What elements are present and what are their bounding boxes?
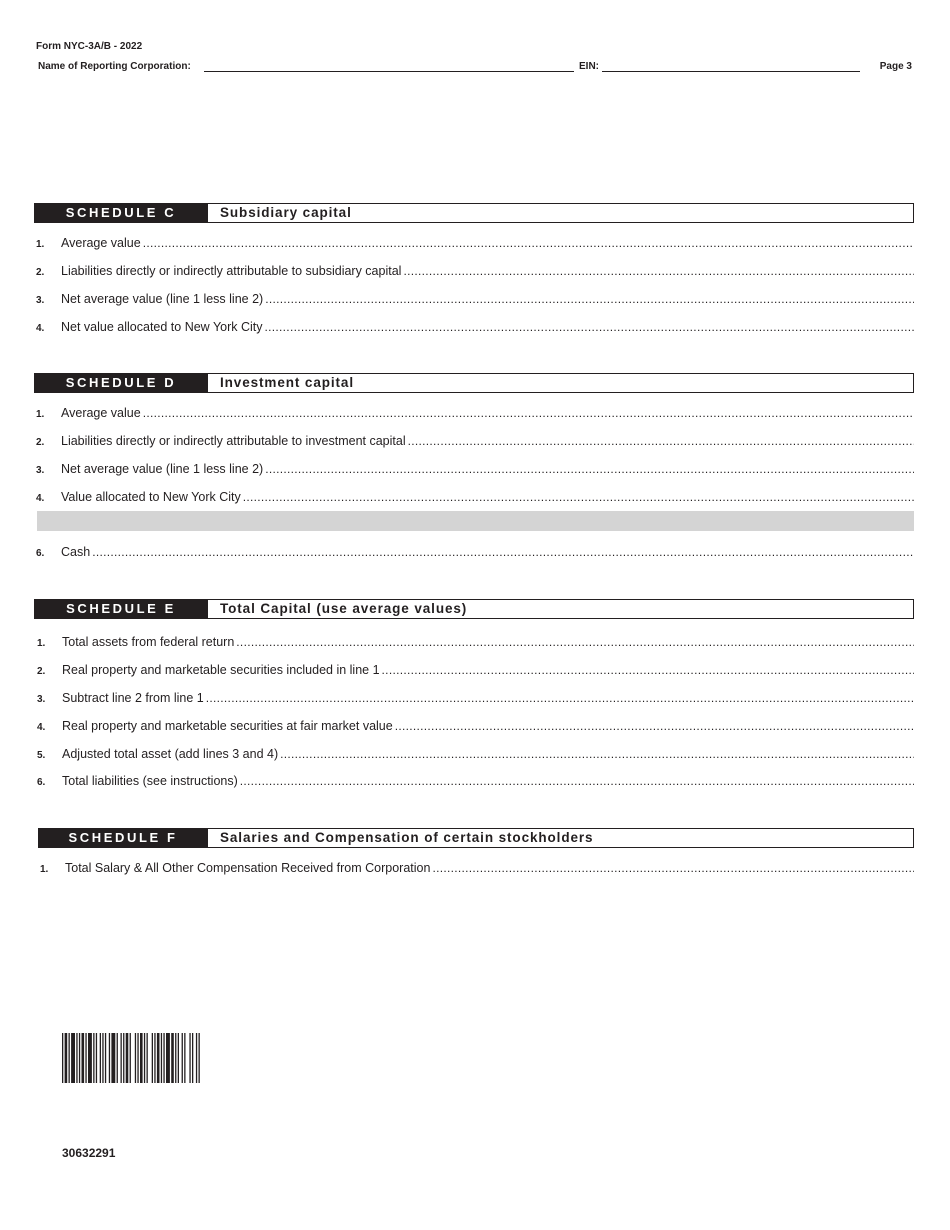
line-number: 2. (37, 666, 46, 677)
shaded-line-5 (37, 511, 914, 531)
schedule-f-line-1[interactable] (40, 861, 914, 875)
line-label: Average value (61, 236, 141, 250)
leader-dots (265, 462, 914, 476)
schedule-e-line-1[interactable] (37, 635, 914, 649)
leader-dots (403, 264, 914, 278)
schedule-e-line-3[interactable] (37, 691, 914, 705)
line-label: Cash (61, 545, 91, 559)
schedule-e-tag: SCHEDULE E (34, 599, 208, 619)
leader-dots (243, 490, 914, 504)
schedule-e-title: Total Capital (use average values) (220, 601, 468, 616)
line-number: 2. (36, 437, 45, 448)
schedule-c-tag: SCHEDULE C (34, 203, 208, 223)
leader-dots (395, 719, 914, 733)
line-number: 3. (37, 694, 46, 705)
line-number: 4. (37, 722, 46, 733)
line-number: 3. (36, 295, 45, 306)
line-number: 1. (40, 864, 49, 875)
line-number: 3. (36, 465, 45, 476)
schedule-e-header (34, 599, 914, 619)
line-label: Total assets from federal return (62, 635, 235, 649)
ein-field[interactable] (602, 71, 860, 72)
schedule-d-header (34, 373, 914, 393)
line-number: 1. (37, 638, 46, 649)
page-number: Page 3 (879, 61, 912, 72)
line-number: 1. (36, 409, 45, 420)
form-id: Form NYC-3A/B - 2022 (36, 41, 143, 52)
schedule-d-line-2[interactable] (36, 434, 914, 448)
leader-dots (236, 635, 914, 649)
leader-dots (143, 236, 914, 250)
line-label: Net value allocated to New York City (61, 320, 263, 334)
line-label: Average value (61, 406, 141, 420)
corporation-name-label: Name of Reporting Corporation: (38, 61, 191, 72)
schedule-d-tag: SCHEDULE D (34, 373, 208, 393)
schedule-d-title: Investment capital (220, 375, 354, 390)
schedule-d-line-6[interactable] (36, 545, 914, 559)
line-label: Adjusted total asset (add lines 3 and 4) (62, 747, 279, 761)
schedule-d-line-3[interactable] (36, 462, 914, 476)
line-label: Net average value (line 1 less line 2) (61, 292, 264, 306)
schedule-c-line-2[interactable] (36, 264, 914, 278)
line-label: Real property and marketable securities at fair market value (62, 719, 393, 733)
corporation-name-field[interactable] (204, 71, 574, 72)
schedule-c-line-3[interactable] (36, 292, 914, 306)
leader-dots (206, 691, 914, 705)
form-code: 30632291 (62, 1146, 116, 1160)
schedule-f-title: Salaries and Compensation of certain stockholders (220, 830, 594, 845)
schedule-c-header (34, 203, 914, 223)
schedule-c-line-1[interactable] (36, 236, 914, 250)
schedule-f-tag: SCHEDULE F (38, 828, 208, 848)
leader-dots (280, 747, 914, 761)
leader-dots (432, 861, 914, 875)
line-label: Value allocated to New York City (61, 490, 241, 504)
line-number: 2. (36, 267, 45, 278)
schedule-c-line-4[interactable] (36, 320, 914, 334)
line-label: Total liabilities (see instructions) (62, 774, 238, 788)
schedule-e-line-2[interactable] (37, 663, 914, 677)
line-label: Liabilities directly or indirectly attributable to investment capital (61, 434, 406, 448)
schedule-e-line-4[interactable] (37, 719, 914, 733)
leader-dots (143, 406, 914, 420)
ein-label: EIN: (579, 61, 599, 72)
line-label: Liabilities directly or indirectly attributable to subsidiary capital (61, 264, 402, 278)
header-row (38, 61, 912, 75)
line-number: 5. (37, 750, 46, 761)
line-number: 6. (37, 777, 46, 788)
schedule-c-title: Subsidiary capital (220, 205, 352, 220)
leader-dots (92, 545, 914, 559)
schedule-d-line-4[interactable] (36, 490, 914, 504)
line-label: Net average value (line 1 less line 2) (61, 462, 264, 476)
leader-dots (265, 320, 915, 334)
schedule-d-line-1[interactable] (36, 406, 914, 420)
barcode-icon (62, 1033, 274, 1083)
schedule-e-line-6[interactable] (37, 774, 914, 788)
schedule-e-line-5[interactable] (37, 747, 914, 761)
line-number: 6. (36, 548, 45, 559)
leader-dots (382, 663, 914, 677)
line-label: Real property and marketable securities included in line 1 (62, 663, 380, 677)
line-number: 4. (36, 493, 45, 504)
line-label: Subtract line 2 from line 1 (62, 691, 204, 705)
schedule-f-header (38, 828, 914, 848)
line-label: Total Salary & All Other Compensation Received from Corporation (65, 861, 431, 875)
leader-dots (265, 292, 914, 306)
leader-dots (408, 434, 914, 448)
line-number: 4. (36, 323, 45, 334)
line-number: 1. (36, 239, 45, 250)
leader-dots (240, 774, 914, 788)
